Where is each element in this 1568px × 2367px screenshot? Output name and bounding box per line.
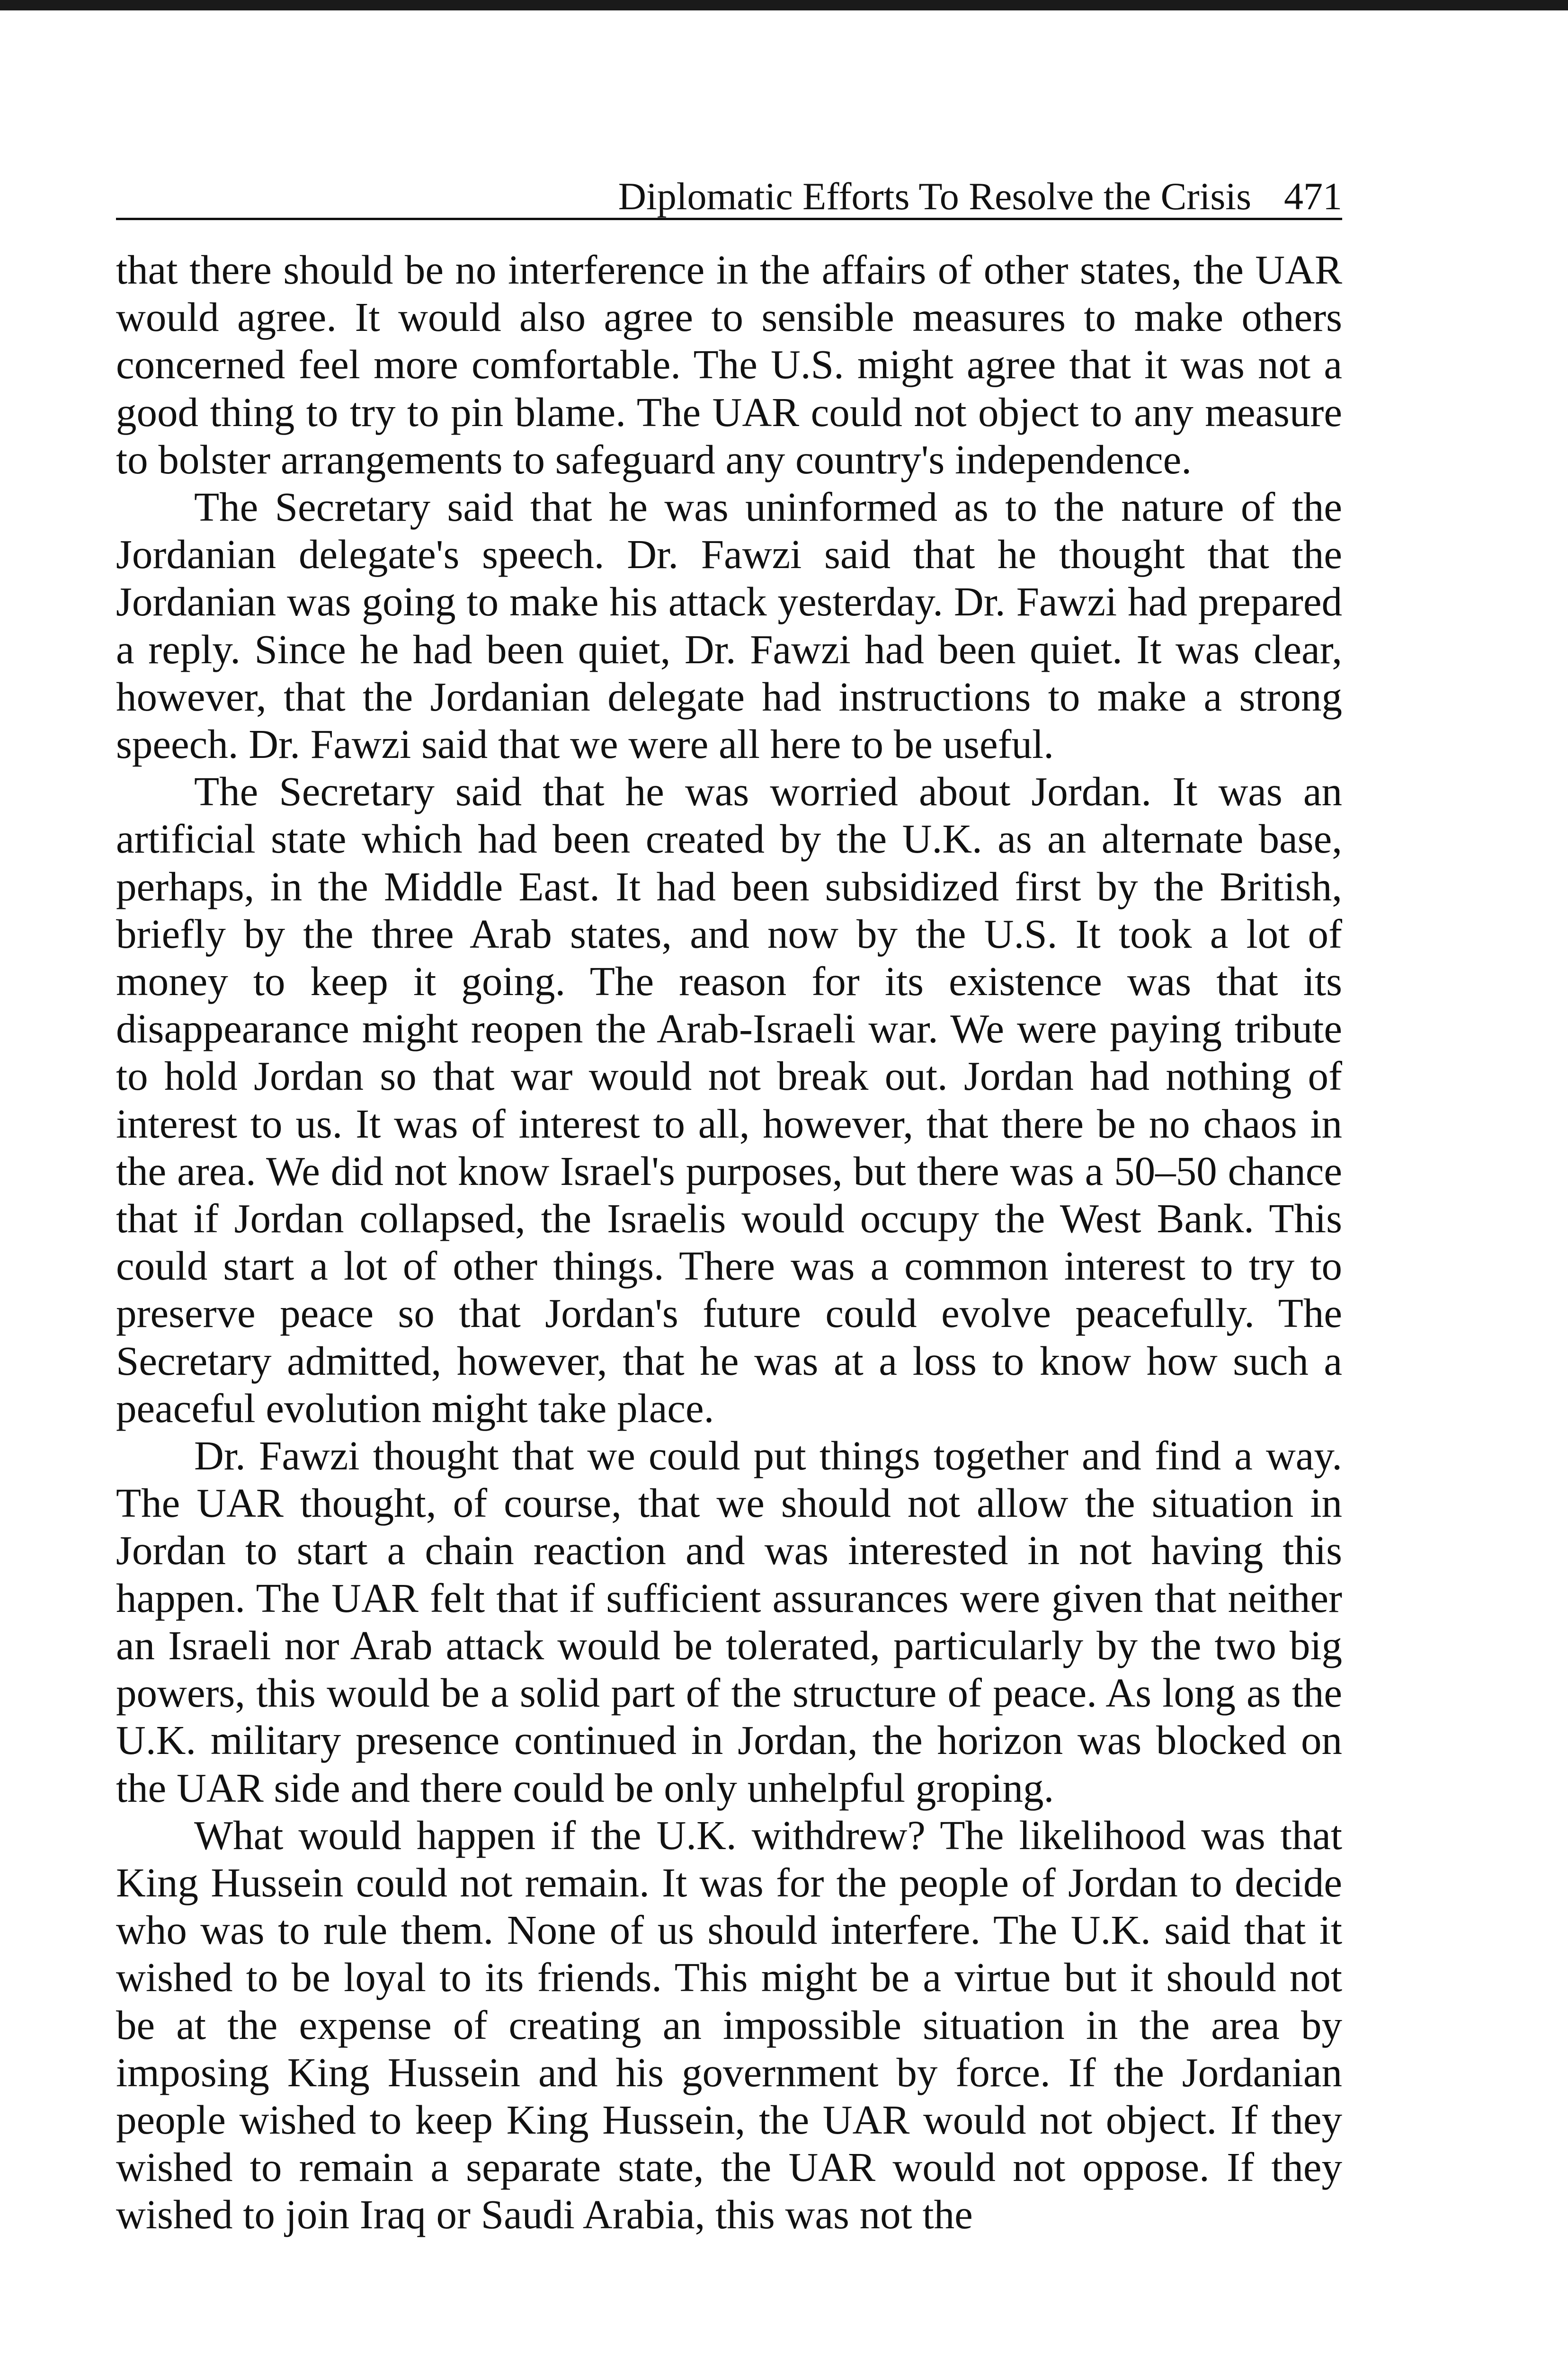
running-head xyxy=(116,166,1342,220)
book-page xyxy=(116,166,1342,2239)
body-text xyxy=(116,246,1342,2239)
paragraph-2: The Secretary said that he was uninformed as to the nature of the Jordanian delegate's speech. Dr. Fawzi said that he thought that the Jordanian was going to make his attack yesterday. Dr. Fawzi had prepared a reply. Since he had been quiet, Dr. Fawzi had been quiet. It was clear, however, that the Jordanian delegate had instructions to make a strong speech. Dr. Fawzi said that we were all here to be useful. xyxy=(116,484,1342,767)
paragraph-3: The Secretary said that he was worried about Jordan. It was an artificial state which had been created by the U.K. as an alternate base, perhaps, in the Middle East. It had been subsidized first by the British, briefly by the three Arab states, and now by the U.S. It took a lot of money to keep it going. The reason for its existence was that its disappearance might reopen the Arab-Israeli war. We were paying tribute to hold Jordan so that war would not break out. Jordan had nothing of interest to us. It was of interest to all, however, that there be no chaos in the area. We did not know Israel's purposes, but there was a 50–50 chance that if Jordan collapsed, the Israelis would occupy the West Bank. This could start a lot of other things. There was a common interest to try to preserve peace so that Jordan's future could evolve peacefully. The Secretary admitted, however, that he was at a loss to know how such a peaceful evolution might take place. xyxy=(116,768,1342,1431)
paragraph-5: What would happen if the U.K. withdrew? The likelihood was that King Hussein could not remain. It was for the people of Jordan to decide who was to rule them. None of us should interfere. The U.K. said that it wished to be loyal to its friends. This might be a virtue but it should not be at the expense of creating an impossible situation in the area by imposing King Hussein and his government by force. If the Jordanian people wished to keep King Hussein, the UAR would not object. If they wished to remain a separate state, the UAR would not oppose. If they wished to join Iraq or Saudi Arabia, this was not the xyxy=(116,1812,1342,2238)
page-number: 471 xyxy=(1284,175,1342,218)
paragraph-4: Dr. Fawzi thought that we could put things together and find a way. The UAR thought, of course, that we should not allow the situation in Jordan to start a chain reaction and was interested in not having this happen. The UAR felt that if sufficient assurances were given that neither an Israeli nor Arab attack would be tolerated, particularly by the two big powers, this would be a solid part of the structure of peace. As long as the U.K. military presence continued in Jordan, the horizon was blocked on the UAR side and there could be only unhelpful groping. xyxy=(116,1433,1342,1811)
running-head-title: Diplomatic Efforts To Resolve the Crisis xyxy=(618,175,1251,218)
scan-top-edge xyxy=(0,0,1568,10)
paragraph-1: that there should be no interference in the affairs of other states, the UAR would agree. It would also agree to sensible measures to make others concerned feel more comfortable. The U.S. might agree that it was not a good thing to try to pin blame. The UAR could not object to any measure to bolster arrangements to safeguard any country's independence. xyxy=(116,247,1342,482)
